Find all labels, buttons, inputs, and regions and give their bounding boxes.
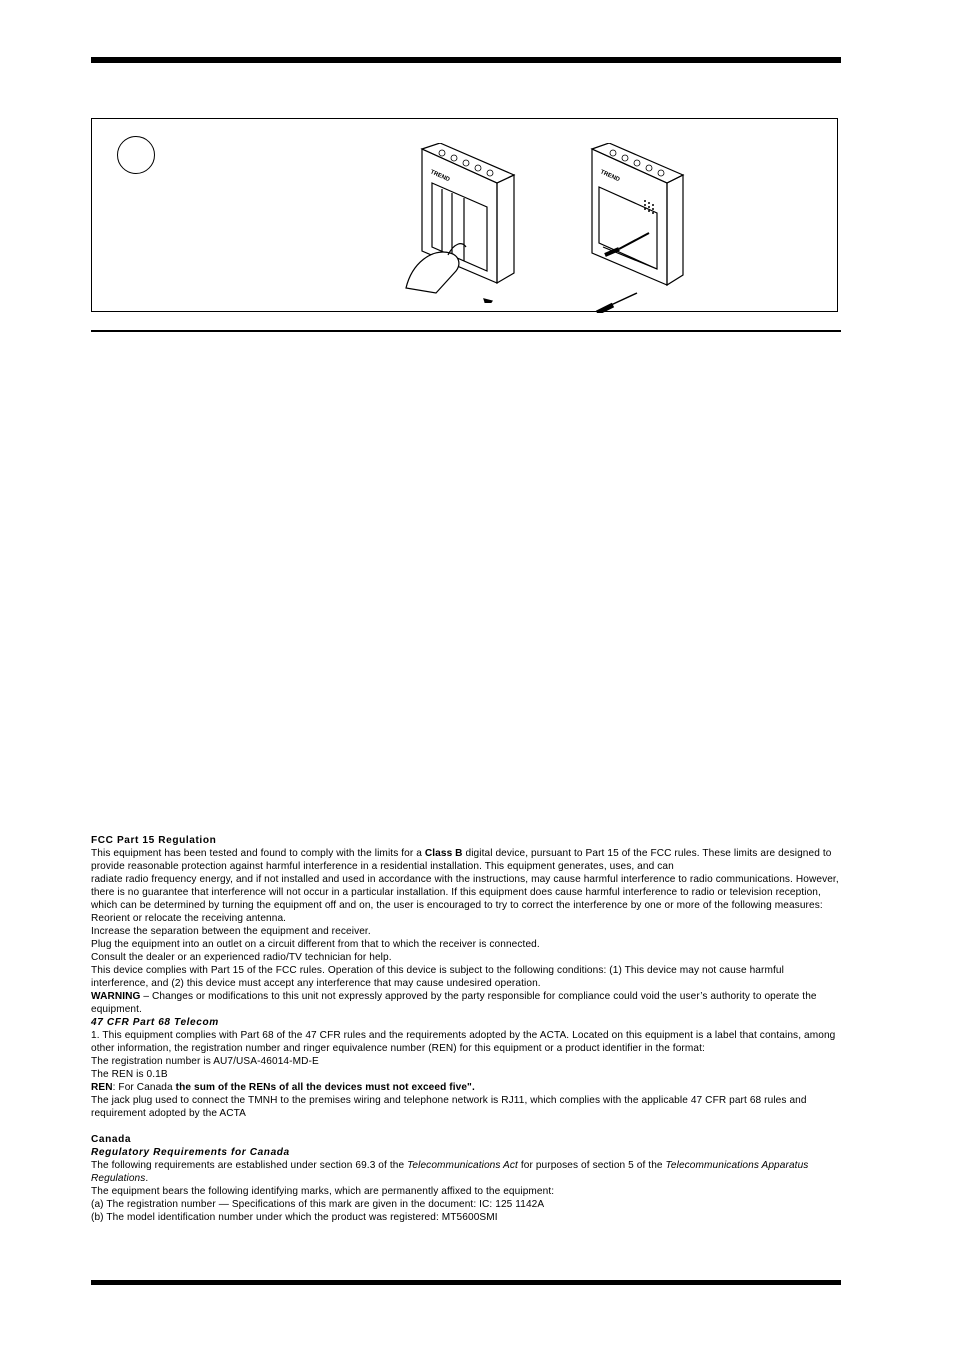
canada-paragraph-2: The equipment bears the following identifying marks, which are permanently affixed to the equipment: — [91, 1186, 555, 1197]
bottom-rule — [91, 1280, 841, 1285]
top-rule — [91, 57, 841, 63]
step-number-circle — [117, 136, 155, 174]
jack-paragraph: The jack plug used to connect the TMNH to the premises wiring and telephone network is RJ11, which complies with the applicable 47 CFR part 68 rules and requirement adopted by the ACTA — [91, 1095, 807, 1119]
screwdriver-illustration — [567, 143, 707, 313]
registration-number: The registration number is AU7/USA-46014-MD-E — [91, 1056, 319, 1067]
regulatory-text — [91, 834, 841, 1224]
section-rule — [91, 330, 841, 332]
fcc-warning: WARNING – Changes or modifications to this unit not expressly approved by the party responsible for compliance could void the user’s authority to operate the equipment. — [91, 991, 817, 1015]
fcc-measure-1: Reorient or relocate the receiving antenna. — [91, 913, 287, 924]
brand-mark-1: TREND — [429, 169, 451, 184]
canada-item-b: (b) The model identification number under which the product was registered: MT5600SMI — [91, 1212, 498, 1223]
fcc-paragraph-1: This equipment has been tested and found to comply with the limits for a Class B digital device, pursuant to Part 15 of the FCC rules. These limits are designed to provide reasonable protection against harmful interference in a residential installation. This equipment generates, uses, and can — [91, 848, 832, 872]
canada-paragraph-1: The following requirements are established under section 69.3 of the Telecommunications Act for purposes of section 5 of the Telecommunications Apparatus Regulations. — [91, 1160, 809, 1184]
fcc-measure-2: Increase the separation between the equipment and receiver. — [91, 926, 371, 937]
canada-item-a: (a) The registration number — Specifications of this mark are given in the document: IC: 125 1142A — [91, 1199, 545, 1210]
telecom-paragraph-1: 1. This equipment complies with Part 68 of the 47 CFR rules and the requirements adopted by the ACTA. Located on this equipment is a label that contains, among other information, the registration number and ringer equivalence number (REN) for this equipment or a product identifier in the format: — [91, 1030, 836, 1054]
canada-subheading: Regulatory Requirements for Canada — [91, 1147, 290, 1158]
fcc-measure-4: Consult the dealer or an experienced radio/TV technician for help. — [91, 952, 392, 963]
telecom-heading: 47 CFR Part 68 Telecom — [91, 1017, 219, 1028]
brand-mark-2: TREND — [599, 169, 621, 184]
cover-removal-illustration — [392, 143, 532, 303]
figure-box — [91, 118, 838, 312]
ren-value: The REN is 0.1B — [91, 1069, 168, 1080]
canada-heading: Canada — [91, 1134, 132, 1145]
fcc-heading: FCC Part 15 Regulation — [91, 835, 217, 846]
fcc-paragraph-3: This device complies with Part 15 of the FCC rules. Operation of this device is subject to the following conditions: (1) This device may not cause harmful interference, and (2) this device must accept any interference that may cause undesired operation. — [91, 965, 784, 989]
fcc-paragraph-2: radiate radio frequency energy, and if not installed and used in accordance with the instructions, may cause harmful interference to radio communications. However, there is no guarantee that interference will not occur in a particular installation. If this equipment does cause harmful interference to radio or television reception, which can be determined by turning the equipment off and on, the user is encouraged to try to correct the interference by one or more of the following measures: — [91, 874, 839, 911]
fcc-measure-3: Plug the equipment into an outlet on a circuit different from that to which the receiver is connected. — [91, 939, 540, 950]
ren-note: REN: For Canada the sum of the RENs of all the devices must not exceed five". — [91, 1082, 475, 1093]
